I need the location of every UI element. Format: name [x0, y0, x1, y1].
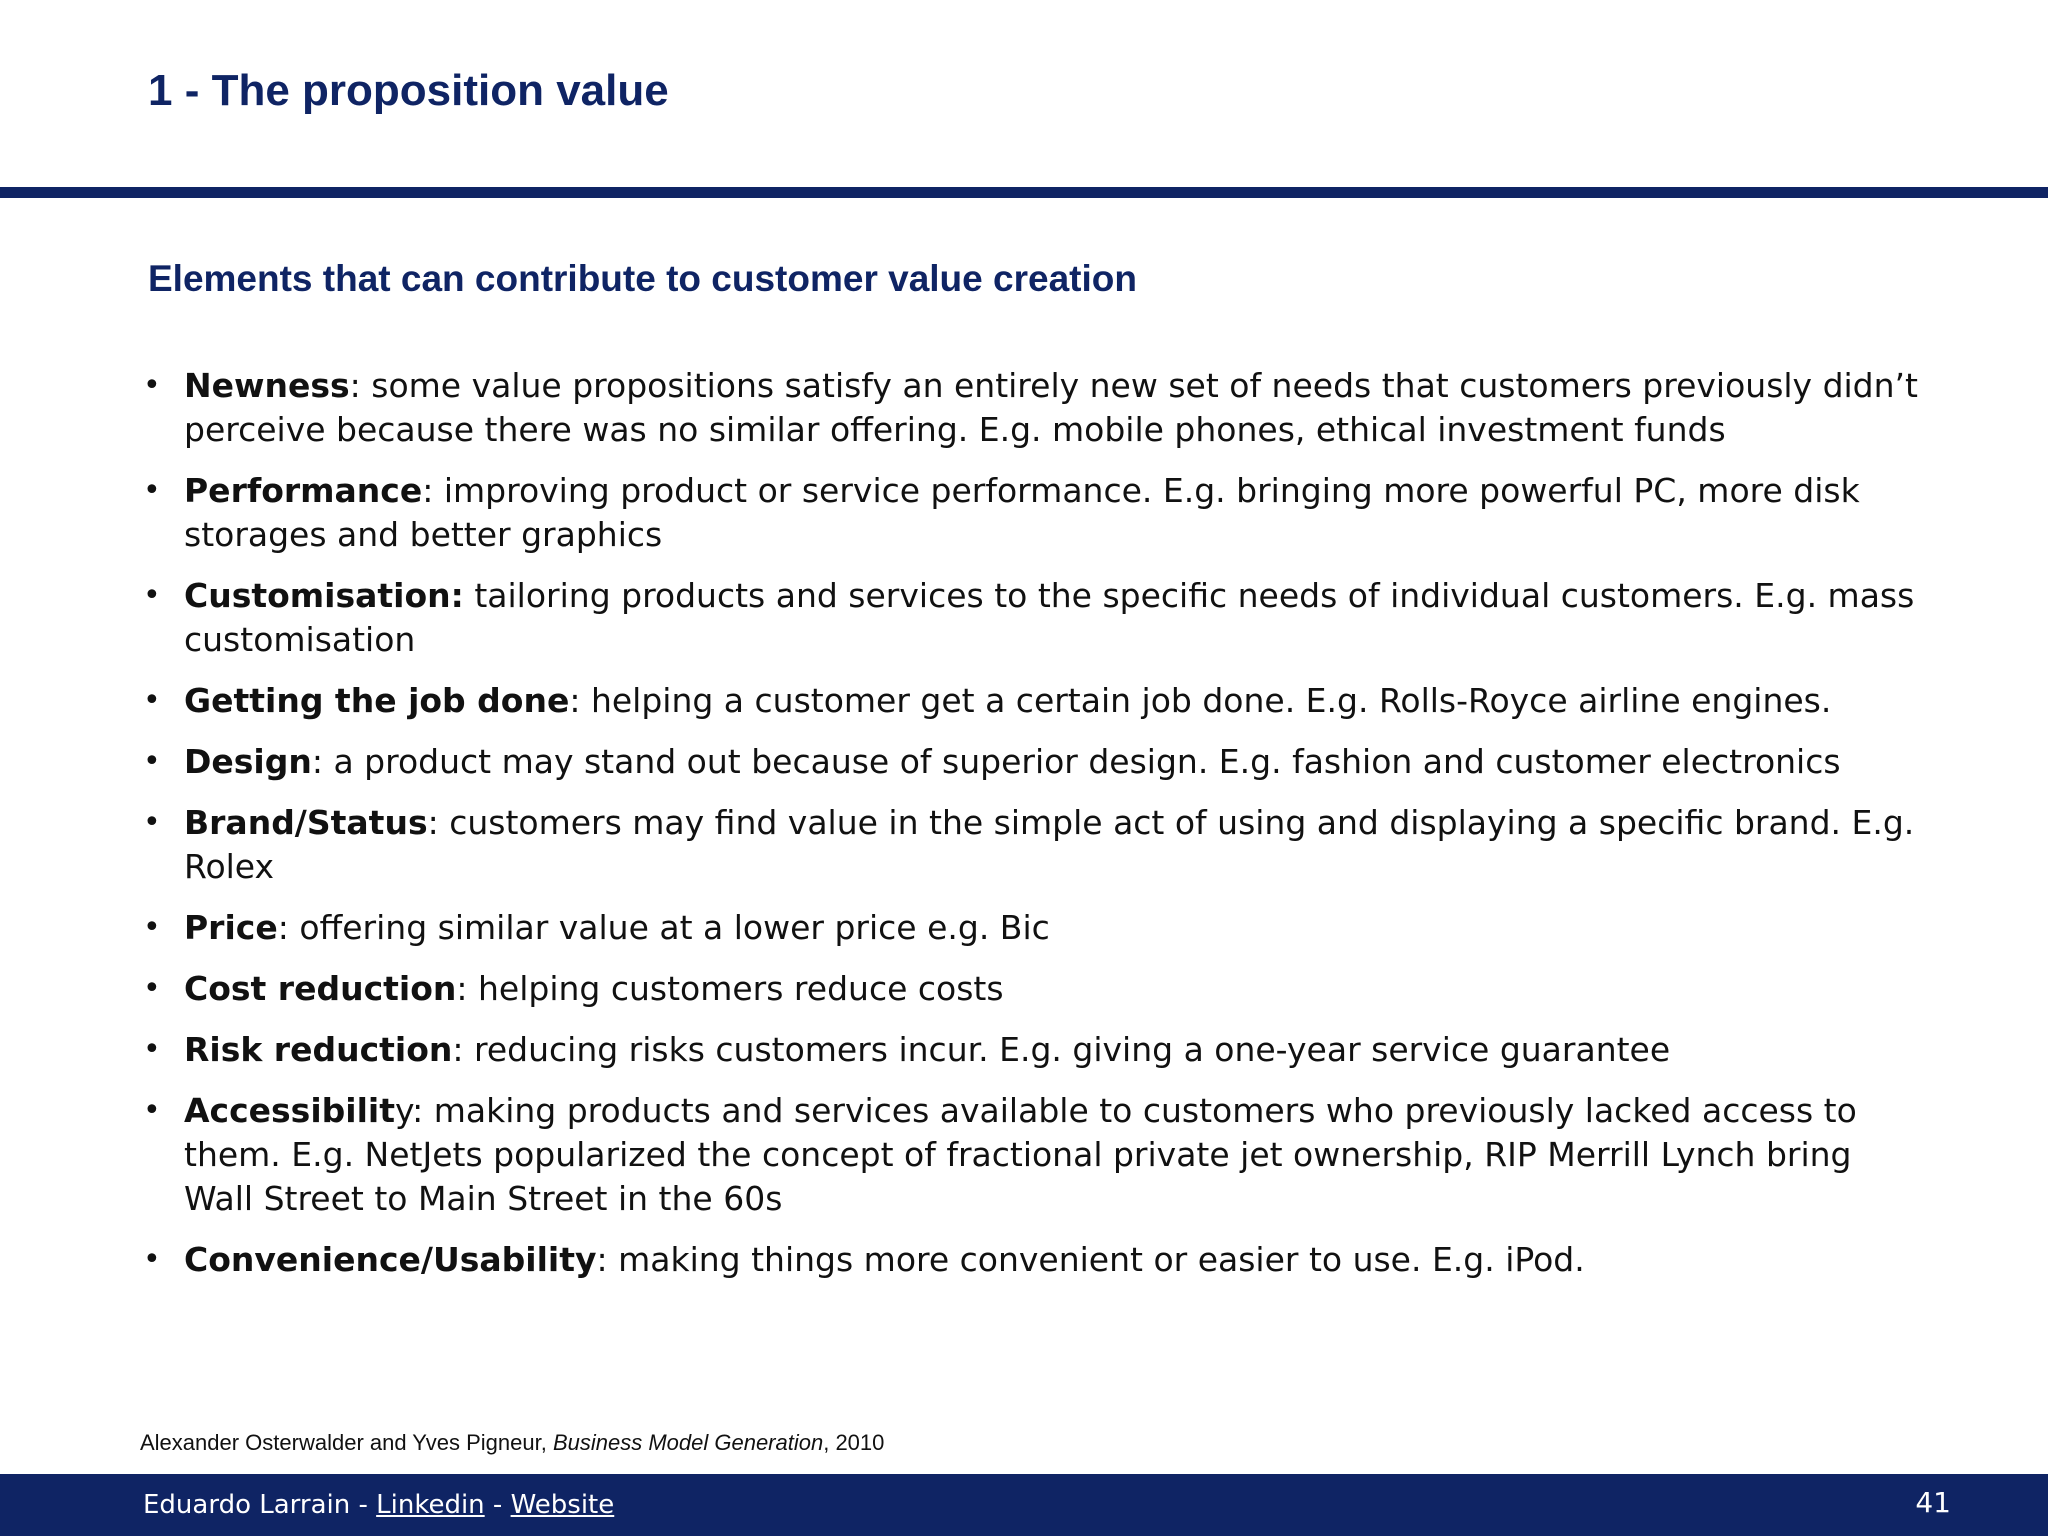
bullet-text: : a product may stand out because of superior design. E.g. fashion and customer electronics	[311, 742, 1841, 781]
bullet-term: Convenience/Usability	[184, 1240, 597, 1279]
linkedin-link[interactable]: Linkedin	[376, 1490, 485, 1520]
bullet-icon: •	[143, 744, 161, 779]
bullet-icon: •	[143, 1032, 161, 1067]
footer-author: Eduardo Larrain -	[143, 1490, 377, 1520]
bullet-text: : offering similar value at a lower price e.g. Bic	[277, 908, 1050, 947]
slide-subtitle: Elements that can contribute to customer value creation	[148, 258, 1137, 299]
bullet-icon: •	[143, 805, 161, 840]
page-number: 41	[1915, 1486, 1951, 1519]
bullet-term: Price	[184, 908, 278, 947]
list-item	[143, 1028, 1923, 1072]
bullet-term: Cost reduction	[184, 969, 457, 1008]
list-item	[143, 469, 1923, 557]
list-item	[143, 1089, 1923, 1221]
bullet-term: Newness	[184, 366, 350, 405]
bullet-term: Risk reduction	[184, 1030, 453, 1069]
list-item	[143, 740, 1923, 784]
bullet-icon: •	[143, 578, 161, 613]
bullet-text: : some value propositions satisfy an entirely new set of needs that customers previously didn’t perceive because there was no similar offering. E.g. mobile phones, ethical investment funds	[184, 366, 1918, 449]
bullet-icon: •	[143, 683, 161, 718]
list-item	[143, 574, 1923, 662]
source-citation	[140, 1430, 884, 1456]
footer-separator: -	[484, 1490, 511, 1520]
bullet-text: : reducing risks customers incur. E.g. giving a one-year service guarantee	[452, 1030, 1671, 1069]
bullet-icon: •	[143, 473, 161, 508]
bullet-text: : helping customers reduce costs	[456, 969, 1004, 1008]
bullet-icon: •	[143, 910, 161, 945]
bullet-icon: •	[143, 1242, 161, 1277]
value-elements-list	[143, 364, 1923, 1299]
bullet-term: Design	[184, 742, 312, 781]
bullet-text: tailoring products and services to the specific needs of individual customers. E.g. mass customisation	[184, 576, 1915, 659]
bullet-icon: •	[143, 368, 161, 403]
bullet-term: Getting the job done	[184, 681, 570, 720]
list-item	[143, 1238, 1923, 1282]
bullet-text: y: making products and services available to customers who previously lacked access to them. E.g. NetJets popularized the concept of fractional private jet ownership, RIP Merrill Lynch bring Wall Street to Main Street in the 60s	[184, 1091, 1857, 1218]
bullet-text: : customers may find value in the simple act of using and displaying a specific brand. E.g. Rolex	[184, 803, 1915, 886]
citation-authors: Alexander Osterwalder and Yves Pigneur,	[140, 1430, 553, 1455]
footer-bar	[0, 1474, 2048, 1536]
bullet-icon: •	[143, 971, 161, 1006]
title-divider	[0, 187, 2048, 198]
slide-title: 1 - The proposition value	[148, 66, 669, 115]
citation-year: , 2010	[823, 1430, 885, 1455]
website-link[interactable]: Website	[510, 1490, 615, 1520]
bullet-term: Accessibilit	[184, 1091, 395, 1130]
list-item	[143, 679, 1923, 723]
bullet-term: Performance	[184, 471, 423, 510]
list-item	[143, 801, 1923, 889]
list-item	[143, 906, 1923, 950]
bullet-text: : helping a customer get a certain job done. E.g. Rolls-Royce airline engines.	[569, 681, 1832, 720]
bullet-text: : improving product or service performance. E.g. bringing more powerful PC, more disk storages and better graphics	[184, 471, 1860, 554]
citation-book-title: Business Model Generation	[552, 1430, 824, 1455]
footer-credits	[143, 1490, 614, 1520]
bullet-icon: •	[143, 1093, 161, 1128]
bullet-term: Brand/Status	[184, 803, 428, 842]
list-item	[143, 967, 1923, 1011]
bullet-term: Customisation:	[184, 576, 464, 615]
list-item	[143, 364, 1923, 452]
bullet-text: : making things more convenient or easier to use. E.g. iPod.	[596, 1240, 1585, 1279]
